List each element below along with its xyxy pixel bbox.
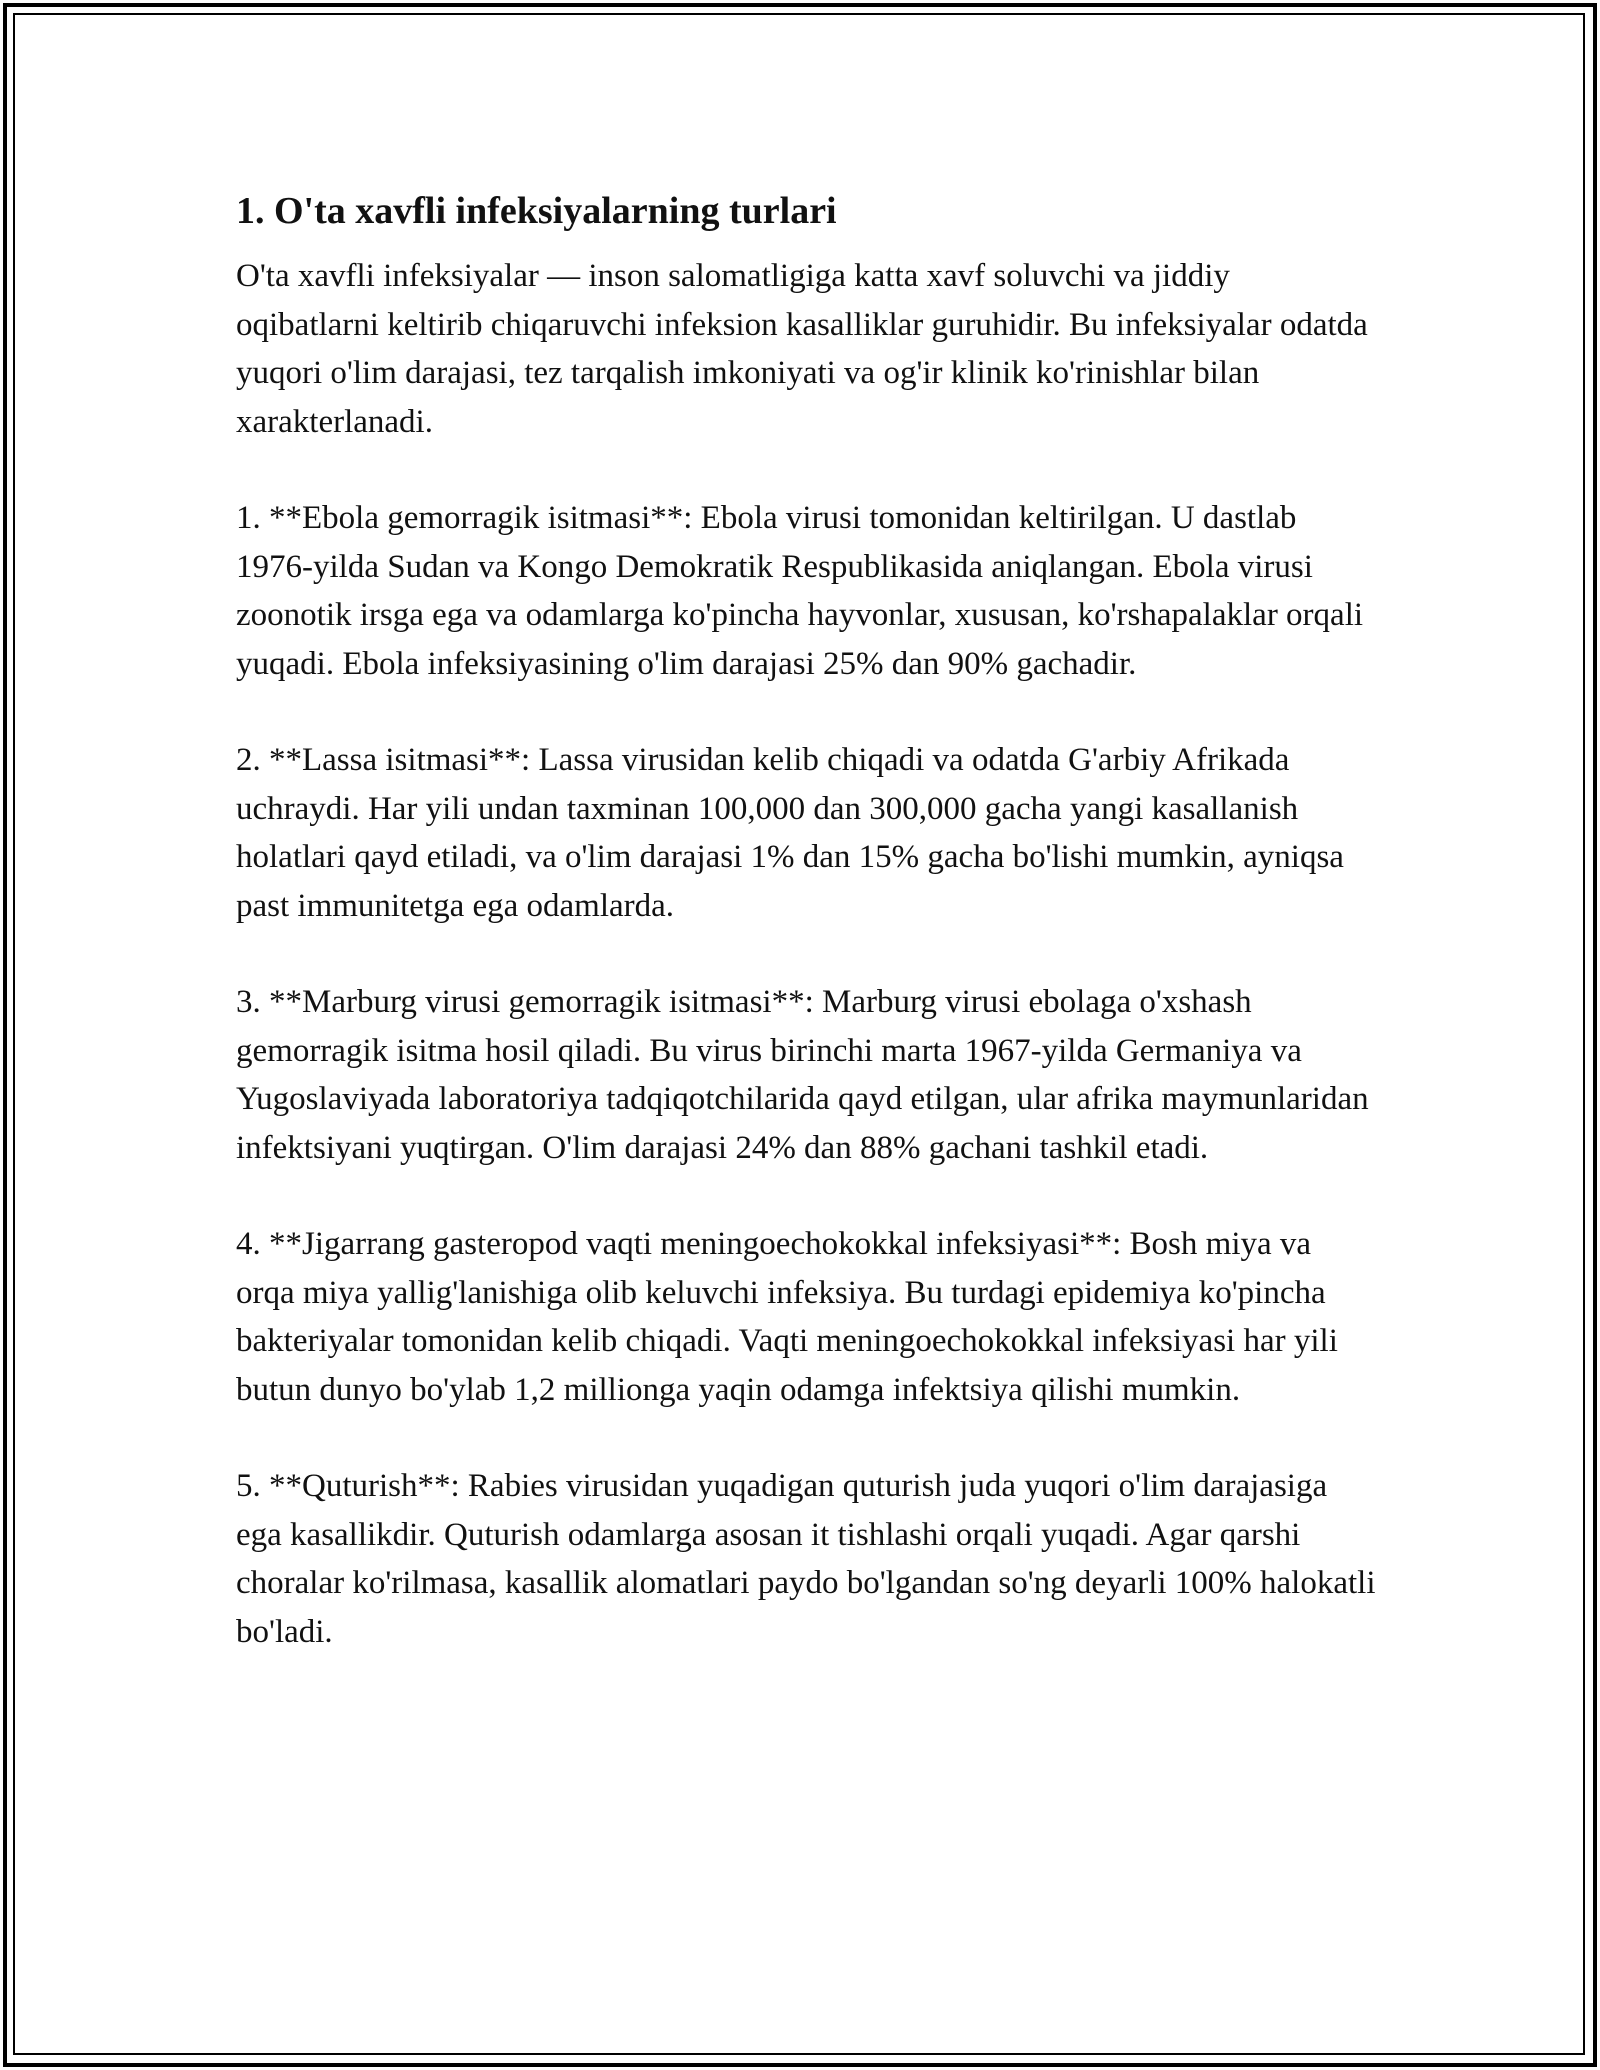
section-title: 1. O'ta xavfli infeksiyalarning turlari [236,190,837,232]
intro-paragraph: O'ta xavfli infeksiyalar — inson salomatligiga katta xavf soluvchi va jiddiy oqibatlarni keltirib chiqaruvchi infeksion kasalliklar guruhidir. Bu infeksiyalar odatda yuqori o'lim darajasi, tez tarqalish imkoniyati va og'ir klinik ko'rinishlar bilan xarakterlanadi. [236,258,1368,440]
list-item-lassa: 2. **Lassa isitmasi**: Lassa virusidan kelib chiqadi va odatda G'arbiy Afrikada uchraydi. Har yili undan taxminan 100,000 dan 300,000 gacha yangi kasallanish holatlari qayd etiladi, va o'lim darajasi 1% dan 15% gacha bo'lishi mumkin, ayniqsa past immunitetga ega odamlarda. [236,742,1344,924]
document-body [236,186,1376,1704]
list-item-meningococcal: 4. **Jigarrang gasteropod vaqti meningoechokokkal infeksiyasi**: Bosh miya va orqa miya yallig'lanishiga olib keluvchi infeksiya. Bu turdagi epidemiya ko'pincha bakteriyalar tomonidan kelib chiqadi. Vaqti meningoechokokkal infeksiyasi har yili butun dunyo bo'ylab 1,2 millionga yaqin odamga infektsiya qilishi mumkin. [236,1226,1338,1408]
list-item-rabies: 5. **Quturish**: Rabies virusidan yuqadigan quturish juda yuqori o'lim darajasiga ega kasallikdir. Quturish odamlarga asosan it tishlashi orqali yuqadi. Agar qarshi choralar ko'rilmasa, kasallik alomatlari paydo bo'lgandan so'ng deyarli 100% halokatli bo'ladi. [236,1468,1376,1650]
list-item-ebola: 1. **Ebola gemorragik isitmasi**: Ebola virusi tomonidan keltirilgan. U dastlab 1976-yilda Sudan va Kongo Demokratik Respublikasida aniqlangan. Ebola virusi zoonotik irsga ega va odamlarga ko'pincha hayvonlar, xususan, ko'rshapalaklar orqali yuqadi. Ebola infeksiyasining o'lim darajasi 25% dan 90% gachadir. [236,500,1364,682]
list-item-marburg: 3. **Marburg virusi gemorragik isitmasi**: Marburg virusi ebolaga o'xshash gemorragik isitma hosil qiladi. Bu virus birinchi marta 1967-yilda Germaniya va Yugoslaviyada laboratoriya tadqiqotchilarida qayd etilgan, ular afrika maymunlaridan infektsiyani yuqtirgan. O'lim darajasi 24% dan 88% gachani tashkil etadi. [236,984,1369,1166]
